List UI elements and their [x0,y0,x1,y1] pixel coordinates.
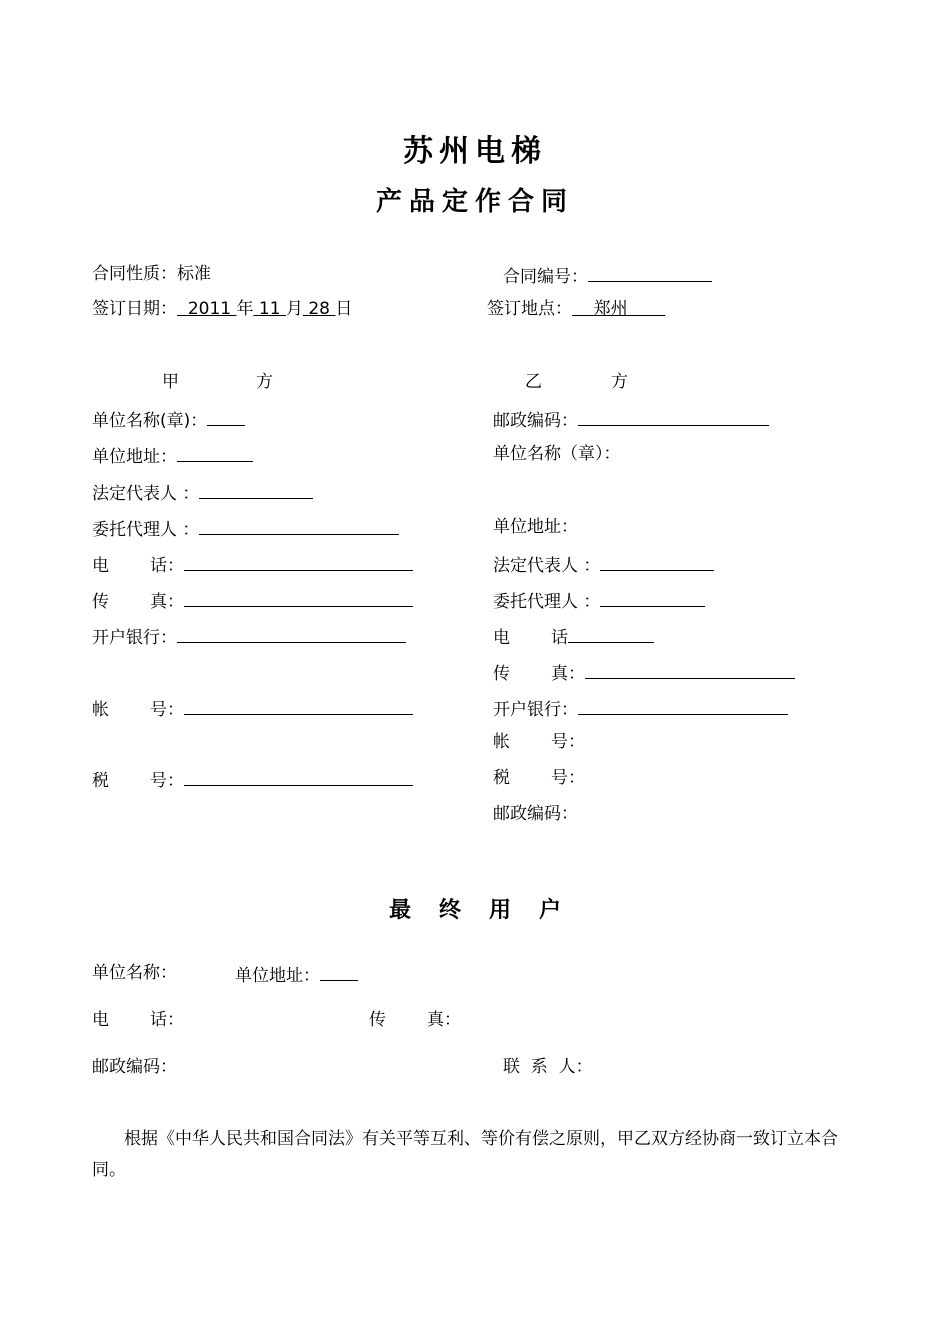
party-a-fax-label-1: 传 [92,592,109,612]
end-user-title-char: 最 [388,898,411,923]
party-a-phone [92,552,413,577]
party-a-bank-field[interactable] [177,624,406,643]
party-b-heading-1: 乙 [525,372,542,392]
party-b-phone [493,624,654,649]
party-b-agent-label: 委托代理人 ： [493,592,601,612]
party-a-account-label-2: 号： [150,700,184,720]
sign-date [92,298,352,320]
party-a-tax-label-2: 号： [150,771,184,791]
party-b-postcode2-label: 邮政编码： [493,804,578,824]
party-b-fax-field[interactable] [585,660,795,679]
party-a-tax-label-1: 税 [92,771,109,791]
sign-date-year-field[interactable] [177,299,236,319]
contract-number [503,263,712,288]
sign-date-month-field[interactable] [253,299,285,319]
party-b-account-label-2: 号： [551,732,585,752]
party-a-agent-label: 委托代理人 ： [92,520,200,540]
party-a-agent [92,516,399,541]
end-user-title-char: 用 [489,898,512,923]
sign-place [487,298,665,320]
party-a-address-field[interactable] [177,443,253,462]
end-user-address [235,962,358,987]
end-user-title-char: 户 [539,898,562,923]
party-a-address-label: 单位地址： [92,447,177,467]
party-a-tax-field[interactable] [184,767,413,786]
end-user-address-field[interactable] [320,962,358,981]
sign-place-label: 签订地点： [487,299,572,319]
end-user-fax-label-2: 真： [427,1010,461,1030]
party-b-account [493,731,585,753]
contract-nature-value: 标准 [177,264,211,284]
end-user-title [0,896,950,926]
party-b-tax-label-1: 税 [493,768,510,788]
party-b-bank-field[interactable] [578,696,788,715]
party-a-fax [92,588,413,613]
party-a-tax [92,767,413,792]
end-user-title-char: 终 [438,898,461,923]
sign-place-field[interactable] [572,299,665,319]
contract-number-field[interactable] [588,263,712,282]
contract-number-label: 合同编号： [503,267,588,287]
end-user-phone-label-1: 电 [92,1010,109,1030]
party-a-bank-label: 开户银行： [92,628,177,648]
party-b-fax-label-1: 传 [493,664,510,684]
party-a-legal-rep [92,480,313,505]
party-a-address [92,443,253,468]
party-b-phone-label-2: 话 [551,628,568,648]
party-b-postcode-2 [493,803,578,825]
party-b-postcode-label: 邮政编码： [493,411,578,431]
party-b-tax [493,767,585,789]
party-a-heading-2: 方 [256,372,273,392]
sign-date-day: 28 [308,299,330,319]
day-unit: 日 [335,299,353,319]
party-a-account-label-1: 帐 [92,700,109,720]
party-b-tax-label-2: 号： [551,768,585,788]
party-b-bank-label: 开户银行： [493,700,578,720]
party-a-legal-rep-label: 法定代表人 ： [92,484,200,504]
party-b-name [493,443,621,465]
document-subtitle: 产品定作合同 [375,187,574,217]
party-a-phone-field[interactable] [184,552,413,571]
party-b-phone-field[interactable] [568,624,654,643]
party-a-fax-field[interactable] [184,588,413,607]
contract-nature-label: 合同性质： [92,264,177,284]
party-b-agent [493,588,705,613]
year-unit: 年 [236,299,254,319]
sign-date-label: 签订日期： [92,299,177,319]
end-user-phone-label-2: 话： [150,1010,184,1030]
document-title: 苏州电梯 [403,134,547,169]
party-b-address-label: 单位地址： [493,517,578,537]
end-user-name-label: 单位名称： [92,963,177,983]
party-a-name-label: 单位名称(章)： [92,411,208,431]
party-b-agent-field[interactable] [600,588,705,607]
party-a-phone-label-2: 话： [150,556,184,576]
party-a-heading-1: 甲 [162,372,179,392]
end-user-fax [369,1009,461,1031]
party-b-heading-2: 方 [611,372,628,392]
party-b-fax [493,660,795,685]
party-a-legal-rep-field[interactable] [199,480,313,499]
party-a-account-field[interactable] [184,696,413,715]
party-a-phone-label-1: 电 [92,556,109,576]
party-b-address [493,516,578,538]
end-user-phone [92,1009,184,1031]
party-b-phone-label-1: 电 [493,628,510,648]
party-b-legal-rep-field[interactable] [600,552,714,571]
sign-place-value: 郑州 [593,299,628,319]
party-b-name-label: 单位名称（章）： [493,444,621,464]
end-user-fax-label-1: 传 [369,1010,386,1030]
end-user-address-label: 单位地址： [235,966,320,986]
party-b-legal-rep [493,552,714,577]
month-unit: 月 [285,299,303,319]
contract-nature [92,263,211,285]
party-a-account [92,696,413,721]
party-a-bank [92,624,406,649]
sign-date-month: 11 [258,299,281,319]
party-a-agent-field[interactable] [199,516,399,535]
end-user-postcode-label: 邮政编码： [92,1057,177,1077]
sign-date-day-field[interactable] [303,299,335,319]
party-b-postcode-field[interactable] [578,407,769,426]
party-a-name-field[interactable] [207,407,245,426]
end-user-contact-label: 联 系 人： [503,1057,593,1077]
party-b-fax-label-2: 真： [551,664,585,684]
party-b-postcode [493,407,769,432]
party-b-legal-rep-label: 法定代表人 ： [493,556,601,576]
contract-preamble: 根据《中华人民共和国合同法》有关平等互利、等价有偿之原则，甲乙双方经协商一致订立本合同。 [92,1129,838,1180]
party-a-fax-label-2: 真： [150,592,184,612]
party-b-account-label-1: 帐 [493,732,510,752]
sign-date-year: 2011 [187,299,232,319]
party-a-name [92,407,245,432]
party-b-bank [493,696,788,721]
